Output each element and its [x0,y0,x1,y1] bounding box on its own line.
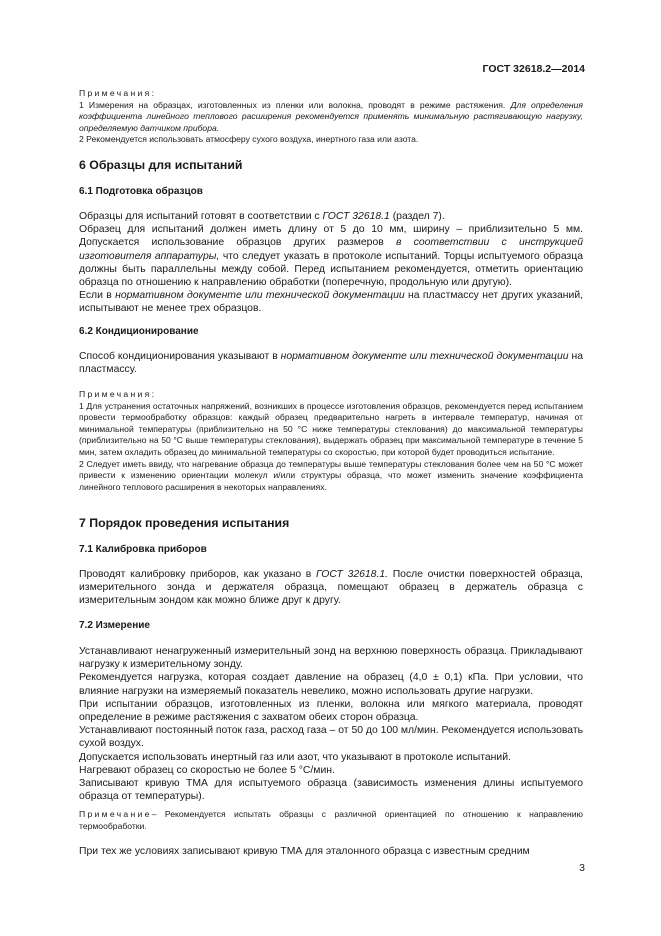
text: что следует указать в протоколе испытаний. Торцы испытуемого образца должны быть параллельны между собой. Перед испытанием рекомендуется, отметить ориентацию образца по отношению к направлению обработки (поперечную, продольную или другую). [79,250,583,289]
note-text-italic: Для определения коэффициента линейного теплового расширения рекомендуется применять минимальную растягивающую нагрузку, определяемую датчиком прибора. [79,99,583,133]
paragraph-group [79,568,583,608]
text: на пластмассу. [79,351,584,376]
paragraph: Записывают кривую ТМА для испытуемого образца (зависимость изменения длины испытуемого образца от температуры). [79,778,583,803]
note-block-1 [79,88,583,146]
page-number: 3 [579,862,585,874]
paragraph-group [79,645,583,803]
text: Образцы для испытаний готовят в соответствии с [79,211,320,222]
note-text: 1 Измерения на образцах, изготовленных из пленки или волокна, проводят в режиме растяжения. [79,99,506,110]
document-code: ГОСТ 32618.2—2014 [482,63,585,75]
note-text: – Рекомендуется испытать образцы с различной ориентацией по отношению к направлению термообработки. [79,809,583,831]
note-item: 1 Для устранения остаточных напряжений, возникших в процессе изготовления образцов, рекомендуется перед испытанием провести термообработку образцов: каждый образец предварительно нагреть в интервале температур, начиная от минимальной температуры (приблизительно на 50 °С ниже температуры стеклования) до максимальной температуры (приблизительно на 50 °С выше температуры стеклования), выдержать образец при максимальной температуре в течение 5 мин, затем охладить образец до минимальной температуры со скоростью, при которой будет проводиться испытание. [79,400,583,457]
paragraph: Нагревают образец со скоростью не более 5 °С/мин. [79,764,335,776]
paragraph [79,289,583,315]
text-italic: в соответствии с инструкцией изготовителя аппаратуры, [79,237,583,262]
paragraph-group [79,350,583,376]
standard-reference: ГОСТ 32618.1 [322,211,390,222]
paragraph [79,350,583,376]
paragraph: Устанавливают постоянный поток газа, расход газа – от 50 до 100 мл/мин. Рекомендуется использовать сухой воздух. [79,725,583,750]
paragraph: Допускается использовать инертный газ или азот, что указывают в протоколе испытаний. [79,751,511,763]
note-label: Примечания: [79,88,157,98]
section-heading: 7 Порядок проведения испытания [79,516,290,530]
text: Проводят калибровку приборов, как указано в [79,569,312,580]
subsection-heading: 7.1 Калибровка приборов [79,544,207,555]
subsection-heading: 7.2 Измерение [79,620,150,631]
note-block-3 [79,809,583,832]
paragraph [79,223,583,289]
text: Образец для испытаний должен иметь длину от 5 до 10 мм, ширину – приблизительно 5 мм. Допускается использование образцов других размеров [79,224,583,249]
text: После очистки поверхностей образца, измерительного зонда и держателя образца, помещают образец в держатель образца с измерительным зондом как можно ближе друг к другу. [79,569,584,607]
text: Способ кондиционирования указывают в [79,351,278,362]
paragraph [79,568,583,608]
note-label: Примечание [79,809,152,819]
text: Если в [79,290,112,302]
note-item: 2 Следует иметь ввиду, что нагревание образца до температуры выше температуры стеклования более чем на 50 °С может привести к изменению ориентации молекул и/или структуры образца, что может изменить значение коэффициента линейного теплового расширения в некоторых направлениях. [79,458,583,492]
note-label: Примечания: [79,389,157,399]
paragraph [79,210,583,223]
paragraph: Устанавливают ненагруженный измерительный зонд на верхнюю поверхность образца. Прикладывают нагрузку к измерительному зонду. [79,646,583,671]
standard-reference: ГОСТ 32618.1. [316,569,389,580]
text-italic: нормативном документе или технической документации [280,351,569,362]
text: (раздел 7). [392,211,445,222]
note-block-2 [79,389,583,493]
note-item: 2 Рекомендуется использовать атмосферу сухого воздуха, инертного газа или азота. [79,134,419,145]
subsection-heading: 6.2 Кондиционирование [79,326,199,337]
subsection-heading: 6.1 Подготовка образцов [79,186,203,197]
paragraph-group [79,210,583,316]
paragraph-group [79,845,583,858]
paragraph: При тех же условиях записывают кривую ТМА для эталонного образца с известным средним [79,846,530,857]
note-item [79,100,583,135]
paragraph: При испытании образцов, изготовленных из пленки, волокна или мягкого материала, проводят определение в режиме растяжения с захватом обеих сторон образца. [79,698,583,724]
text: на пластмассу нет других указаний, испытывают не менее трех образцов. [79,290,584,315]
paragraph: Рекомендуется нагрузка, которая создает давление на образец (4,0 ± 0,1) кПа. При условии, что влияние нагрузки на измеряемый показатель невелико, можно использовать другие нагрузки. [79,672,583,697]
text-italic: нормативном документе или технической документации [115,290,405,302]
section-heading: 6 Образцы для испытаний [79,158,243,172]
